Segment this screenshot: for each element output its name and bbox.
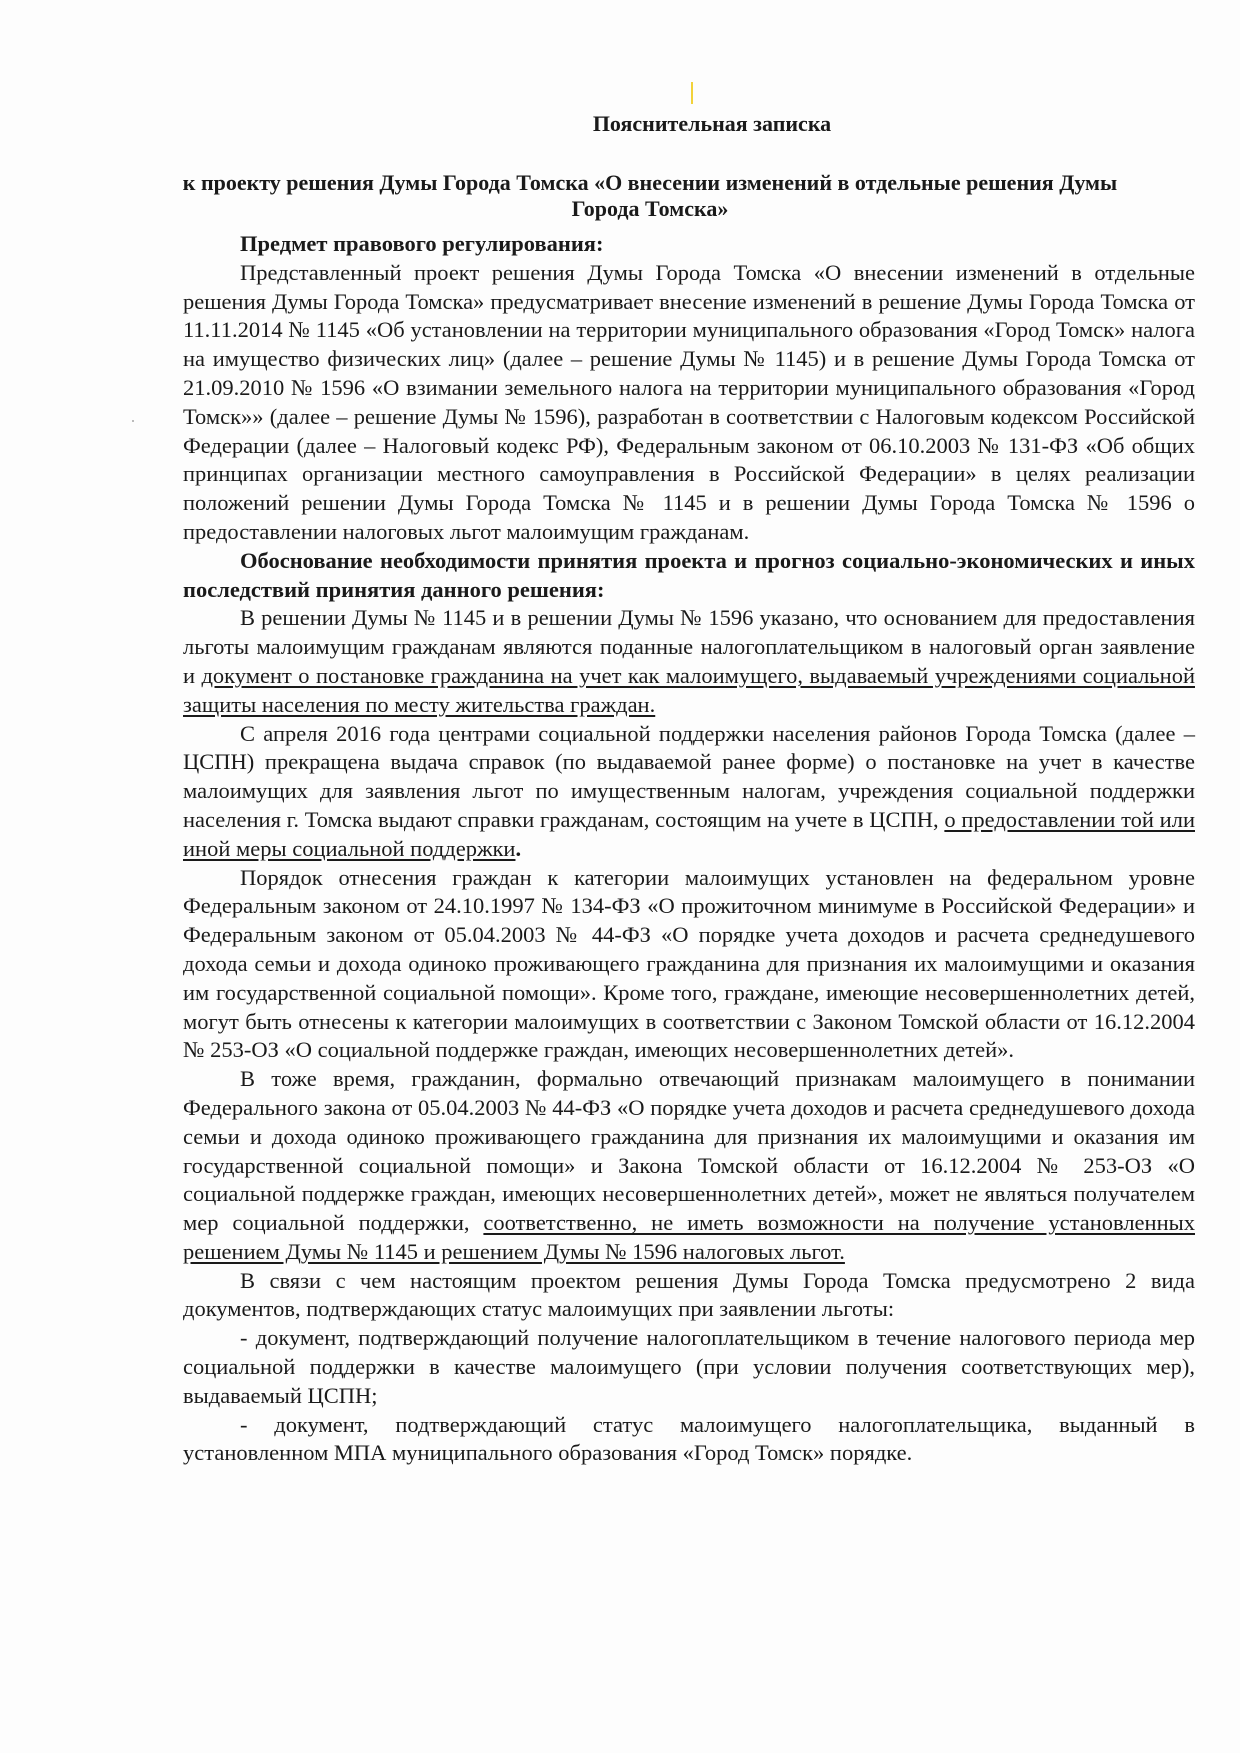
document-title: Пояснительная записка [592, 111, 832, 136]
paragraph-basis-underlined: документ о постановке гражданина на учет как малоимущего, выдаваемый учреждениями социальной защиты населения по месту жительства граждан. [183, 662, 1195, 717]
paragraph-cspn [183, 720, 1195, 864]
paragraph-documents: В связи с чем настоящим проектом решения Думы Города Томска предусмотрено 2 вида документов, подтверждающих статус малоимущих при заявлении льготы: [183, 1267, 1195, 1322]
scan-speck [132, 420, 134, 422]
paragraph-however-underlined: соответственно, не иметь возможности на получение установленных решением Думы № 1145 и решением Думы № 1596 налоговых льгот. [183, 1210, 1195, 1264]
document-body [183, 230, 1195, 1468]
highlight-mark [691, 82, 693, 104]
list-item-document-1: - документ, подтверждающий получение налогоплательщиком в течение налогового периода мер социальной поддержки в качестве малоимущего (при условии получения соответствующих мер), выдаваемый ЦСПН; [183, 1325, 1195, 1408]
paragraph-cspn-text: С апреля 2016 года центрами социальной поддержки населения районов Города Томска (далее – ЦСПН) прекращена выдача справок (по выдаваемой ранее форме) о постановке на учет в качестве малоимущих для заявления льгот по имущественным налогам, учреждения социальной поддержки населения г. Томска выдают справки гражданам, состоящим на учете в ЦСПН, [183, 720, 1195, 832]
justification-heading: Обоснование необходимости принятия проекта и прогноз социально-экономических и иных последствий принятия данного решения: [183, 547, 1195, 602]
paragraph-cspn-end: . [515, 835, 522, 861]
list-item-document-2: - документ, подтверждающий статус малоимущего налогоплательщика, выданный в установленном МПА муниципального образования «Город Томск» порядке. [183, 1411, 1195, 1466]
paragraph-however [183, 1065, 1195, 1267]
paragraph-basis [183, 604, 1195, 719]
paragraph-procedure: Порядок отнесения граждан к категории малоимущих установлен на федеральном уровне Федеральным законом от 24.10.1997 № 134-ФЗ «О прожиточном минимуме в Российской Федерации» и Федеральным законом от 05.04.2003 № 44-ФЗ «О порядке учета доходов и расчета среднедушевого дохода семьи и дохода одиноко проживающего гражданина для признания их малоимущими и оказания им государственной социальной помощи». Кроме того, граждане, имеющие несовершеннолетних детей, могут быть отнесены к категории малоимущих в соответствии с Законом Томской области от 16.12.2004 № 253-ОЗ «О социальной поддержке граждан, имеющих несовершеннолетних детей». [183, 864, 1195, 1063]
paragraph-cspn-underlined: о предоставлении той или иной меры социальной поддержки [183, 806, 1195, 861]
paragraph-subject: Представленный проект решения Думы Города Томска «О внесении изменений в отдельные решения Думы Города Томска» предусматривает внесение изменений в решение Думы Города Томска от 11.11.2014 № 1145 «Об установлении на территории муниципального образования «Город Томск» налога на имущество физических лиц» (далее – решение Думы № 1145) и в решение Думы Города Томска от 21.09.2010 № 1596 «О взимании земельного налога на территории муниципального образования «Город Томск»» (далее – решение Думы № 1596), разработан в соответствии с Налоговым кодексом Российской Федерации (далее – Налоговый кодекс РФ), Федеральным законом от 06.10.2003 № 131-ФЗ «Об общих принципах организации местного самоуправления в Российской Федерации» в целях реализации положений решении Думы Города Томска № 1145 и в решении Думы Города Томска № 1596 о предоставлении налоговых льгот малоимущим гражданам. [183, 259, 1195, 544]
paragraph-however-text: В тоже время, гражданин, формально отвечающий признакам малоимущего в понимании Федерального закона от 05.04.2003 № 44-ФЗ «О порядке учета доходов и расчета среднедушевого дохода семьи и дохода одиноко проживающего гражданина для признания их малоимущими и оказания им государственной социальной помощи» и Закона Томской области от 16.12.2004 № 253-ОЗ «О социальной поддержке граждан, имеющих несовершеннолетних детей», может не являться получателем мер социальной поддержки, [183, 1066, 1195, 1236]
subject-heading: Предмет правового регулирования: [240, 231, 604, 256]
document-subtitle: к проекту решения Думы Города Томска «О внесении изменений в отдельные решения Думы Города Томска» [182, 170, 1118, 221]
paragraph-basis-text: В решении Думы № 1145 и в решении Думы № 1596 указано, что основанием для предоставления льготы малоимущим гражданам являются поданные налогоплательщиком в налоговый орган заявление и [183, 605, 1195, 688]
